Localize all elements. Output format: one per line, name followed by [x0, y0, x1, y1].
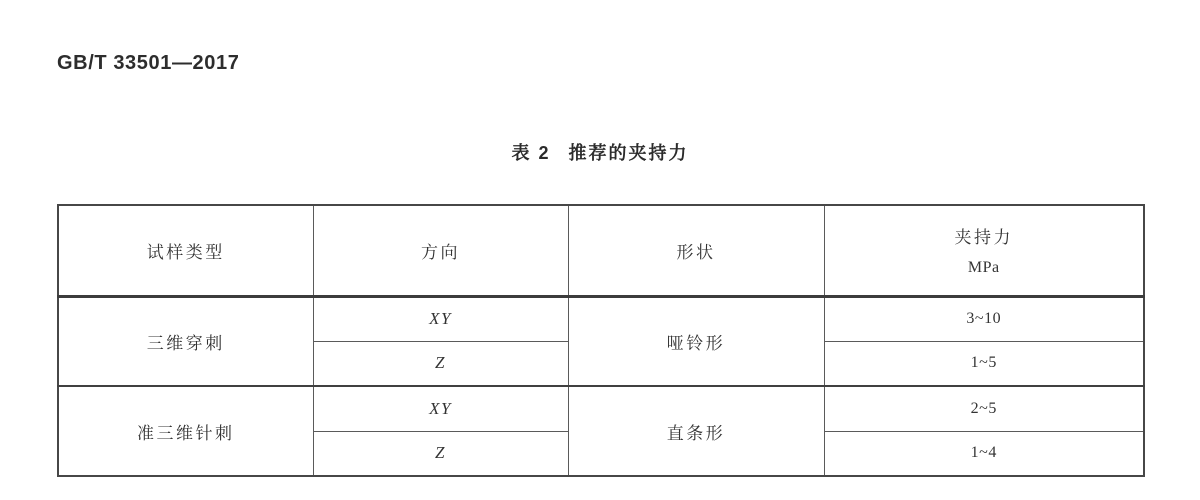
table-row [58, 296, 1144, 341]
cell-direction-g2-z: Z [313, 431, 568, 476]
column-header-shape [568, 205, 824, 296]
cell-force-g2-xy: 2~5 [824, 386, 1144, 431]
table-caption-label: 表 2 [511, 143, 551, 163]
column-header-shape-label: 形状 [676, 242, 716, 262]
table-row [58, 386, 1144, 431]
table-caption-title: 推荐的夹持力 [568, 143, 689, 163]
standard-number: GB/T 33501—2017 [57, 52, 240, 74]
cell-direction-g1-xy: XY [313, 296, 568, 341]
table-caption [57, 139, 1143, 165]
cell-specimen-type-group2: 准三维针刺 [58, 386, 313, 476]
column-header-clamping-force-unit: MPa [967, 259, 1000, 277]
cell-direction-g1-z: Z [313, 341, 568, 386]
cell-force-g1-z: 1~5 [824, 341, 1144, 386]
cell-shape-group1: 哑铃形 [568, 296, 824, 386]
cell-force-g2-z: 1~4 [824, 431, 1144, 476]
cell-direction-g2-xy: XY [313, 386, 568, 431]
cell-force-g1-xy: 3~10 [824, 296, 1144, 341]
header-row [58, 205, 1144, 296]
column-header-direction [313, 205, 568, 296]
column-header-clamping-force-label: 夹持力 [954, 228, 1013, 248]
cell-specimen-type-group1: 三维穿刺 [58, 296, 313, 386]
column-header-clamping-force [824, 205, 1144, 296]
cell-shape-group2: 直条形 [568, 386, 824, 476]
column-header-direction-label: 方向 [421, 242, 460, 262]
column-header-specimen-type-label: 试样类型 [146, 242, 225, 262]
column-header-specimen-type [58, 205, 313, 296]
clamping-force-table [57, 204, 1145, 477]
